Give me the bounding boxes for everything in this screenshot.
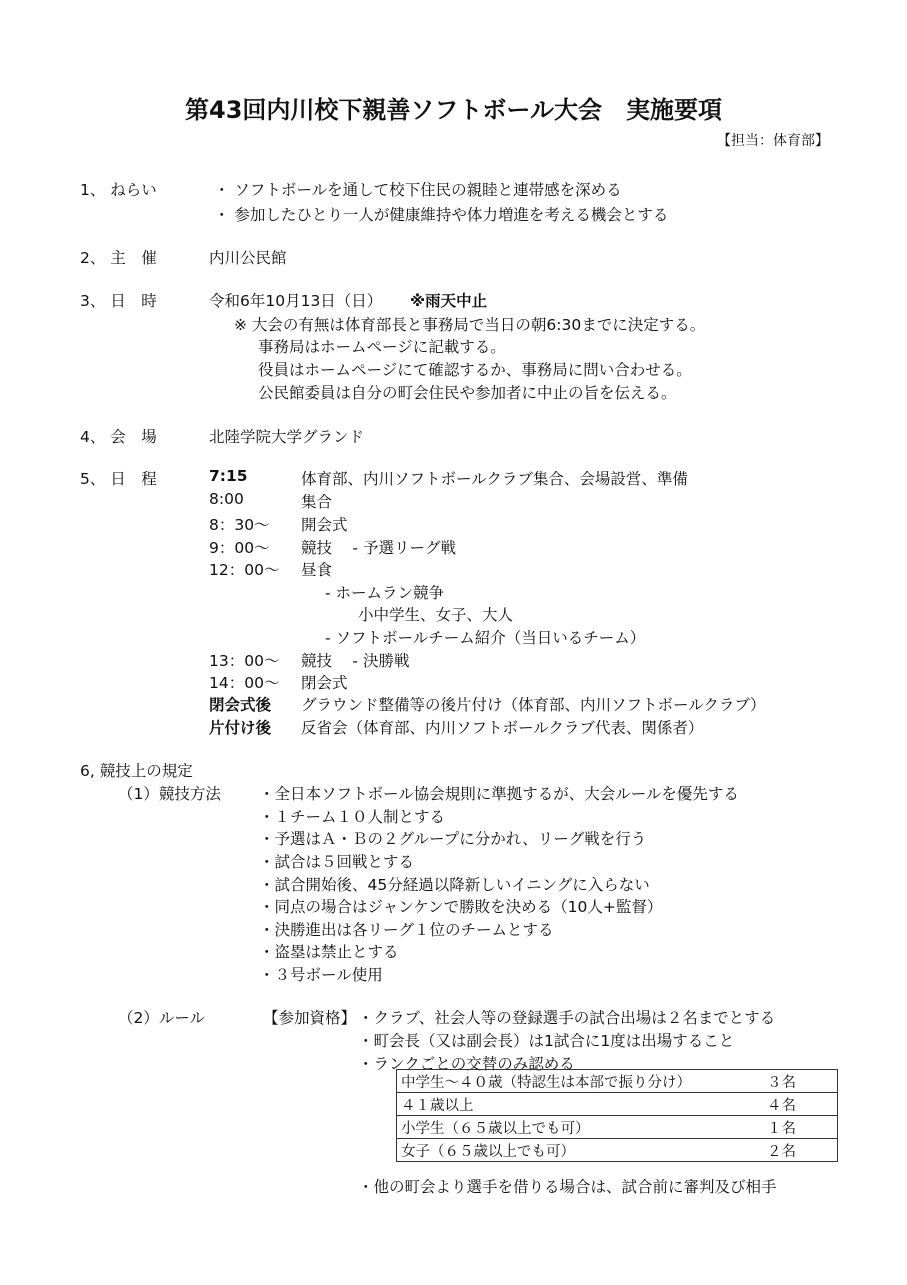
section6-sub1-label: （1）競技方法 [118,785,221,803]
schedule-time: 13：00～ [209,652,280,670]
table-row [397,1070,838,1093]
section2-label: 2、 主 催 [80,249,157,267]
section1-label: 1、 ねらい [80,181,157,199]
competition-rule: ・３号ボール使用 [259,966,383,984]
section1-item: ・ 参加したひとり一人が健康維持や体力増進を考える機会とする [214,206,669,224]
responsible-dept: 【担当：体育部】 [717,133,829,149]
rain-notice: ※雨天中止 [410,292,488,310]
schedule-desc: 昼食 [301,561,333,579]
section5-label: 5、 日 程 [80,470,157,488]
competition-rule: ・決勝進出は各リーグ１位のチームとする [259,921,554,939]
section4-label: 4、 会 場 [80,428,157,446]
schedule-desc: 開会式 [301,516,348,534]
section1-item: ・ ソフトボールを通して校下住民の親睦と連帯感を深める [214,181,622,199]
section3-note: 公民館委員は自分の町会住民や参加者に中止の旨を伝える。 [258,384,677,402]
schedule-desc: グラウンド整備等の後片付け（体育部、内川ソフトボールクラブ） [301,696,766,714]
schedule-time: 片付け後 [209,719,272,737]
competition-rule: ・全日本ソフトボール協会規則に準拠するが、大会ルールを優先する [259,785,739,803]
section6-label: 6, 競技上の規定 [80,762,193,780]
section3-note: 事務局はホームページに記載する。 [258,338,506,356]
competition-rule: ・盗塁は禁止とする [259,943,399,961]
rank-count: ３名 [759,1070,838,1093]
competition-rule: ・予選はＡ・Ｂの２グループに分かれ、リーグ戦を行う [259,830,647,848]
rank-count: ２名 [759,1139,838,1162]
schedule-time: 12：00～ [209,561,280,579]
table-row [397,1139,838,1162]
table-row [397,1116,838,1139]
competition-rule: ・同点の場合はジャンケンで勝敗を決める（10人+監督） [259,898,663,916]
section6-sub2-label: （2）ルール [118,1009,206,1027]
section3-note: ※ 大会の有無は体育部長と事務局で当日の朝6:30までに決定する。 [234,316,706,334]
eligibility-rule: ・ランクごとの交替のみ認める [358,1055,575,1073]
schedule-desc: 競技 - 予選リーグ戦 [301,539,456,557]
schedule-desc: 小中学生、女子、大人 [358,606,514,624]
section3-date: 令和6年10月13日（日） [209,292,383,310]
eligibility-rule: ・クラブ、社会人等の登録選手の試合出場は２名までとする [358,1009,776,1027]
schedule-desc: 体育部、内川ソフトボールクラブ集合、会場設営、準備 [301,470,688,488]
schedule-desc: 集合 [301,493,333,511]
eligibility-tag: 【参加資格】 [263,1009,357,1027]
schedule-desc: 競技 - 決勝戦 [301,652,410,670]
competition-rule: ・１チーム１０人制とする [259,808,446,826]
rank-count: １名 [759,1116,838,1139]
schedule-desc: 閉会式 [301,674,348,692]
schedule-time: 7:15 [209,467,248,485]
rank-label: 女子（６５歳以上でも可） [397,1139,760,1162]
rank-label: ４１歳以上 [397,1093,760,1116]
schedule-time: 閉会式後 [209,696,272,714]
schedule-time: 8:00 [209,490,244,508]
schedule-desc: 反省会（体育部、内川ソフトボールクラブ代表、関係者） [301,719,704,737]
rank-count: ４名 [759,1093,838,1116]
rank-table [396,1069,838,1162]
schedule-desc: - ホームラン競争 [325,584,445,602]
competition-rule: ・試合開始後、45分経過以降新しいイニングに入らない [259,876,650,894]
section3-note: 役員はホームページにて確認するか、事務局に問い合わせる。 [258,361,692,379]
section3-label: 3、 日 時 [80,292,157,310]
rank-label: 小学生（６５歳以上でも可） [397,1116,760,1139]
schedule-time: 9：00～ [209,539,270,557]
schedule-desc: - ソフトボールチーム紹介（当日いるチーム） [325,629,646,647]
table-row [397,1093,838,1116]
eligibility-rule: ・他の町会より選手を借りる場合は、試合前に審判及び相手 [358,1178,777,1196]
section2-value: 内川公民館 [209,249,287,267]
schedule-time: 14：00～ [209,674,280,692]
section4-value: 北陸学院大学グランド [209,428,365,446]
schedule-time: 8：30～ [209,516,270,534]
rank-label: 中学生～４０歳（特認生は本部で振り分け） [397,1070,760,1093]
page-title: 第43回内川校下親善ソフトボール大会 実施要項 [185,96,722,124]
eligibility-rule: ・町会長（又は副会長）は1試合に1度は出場すること [358,1032,735,1050]
competition-rule: ・試合は５回戦とする [259,853,415,871]
